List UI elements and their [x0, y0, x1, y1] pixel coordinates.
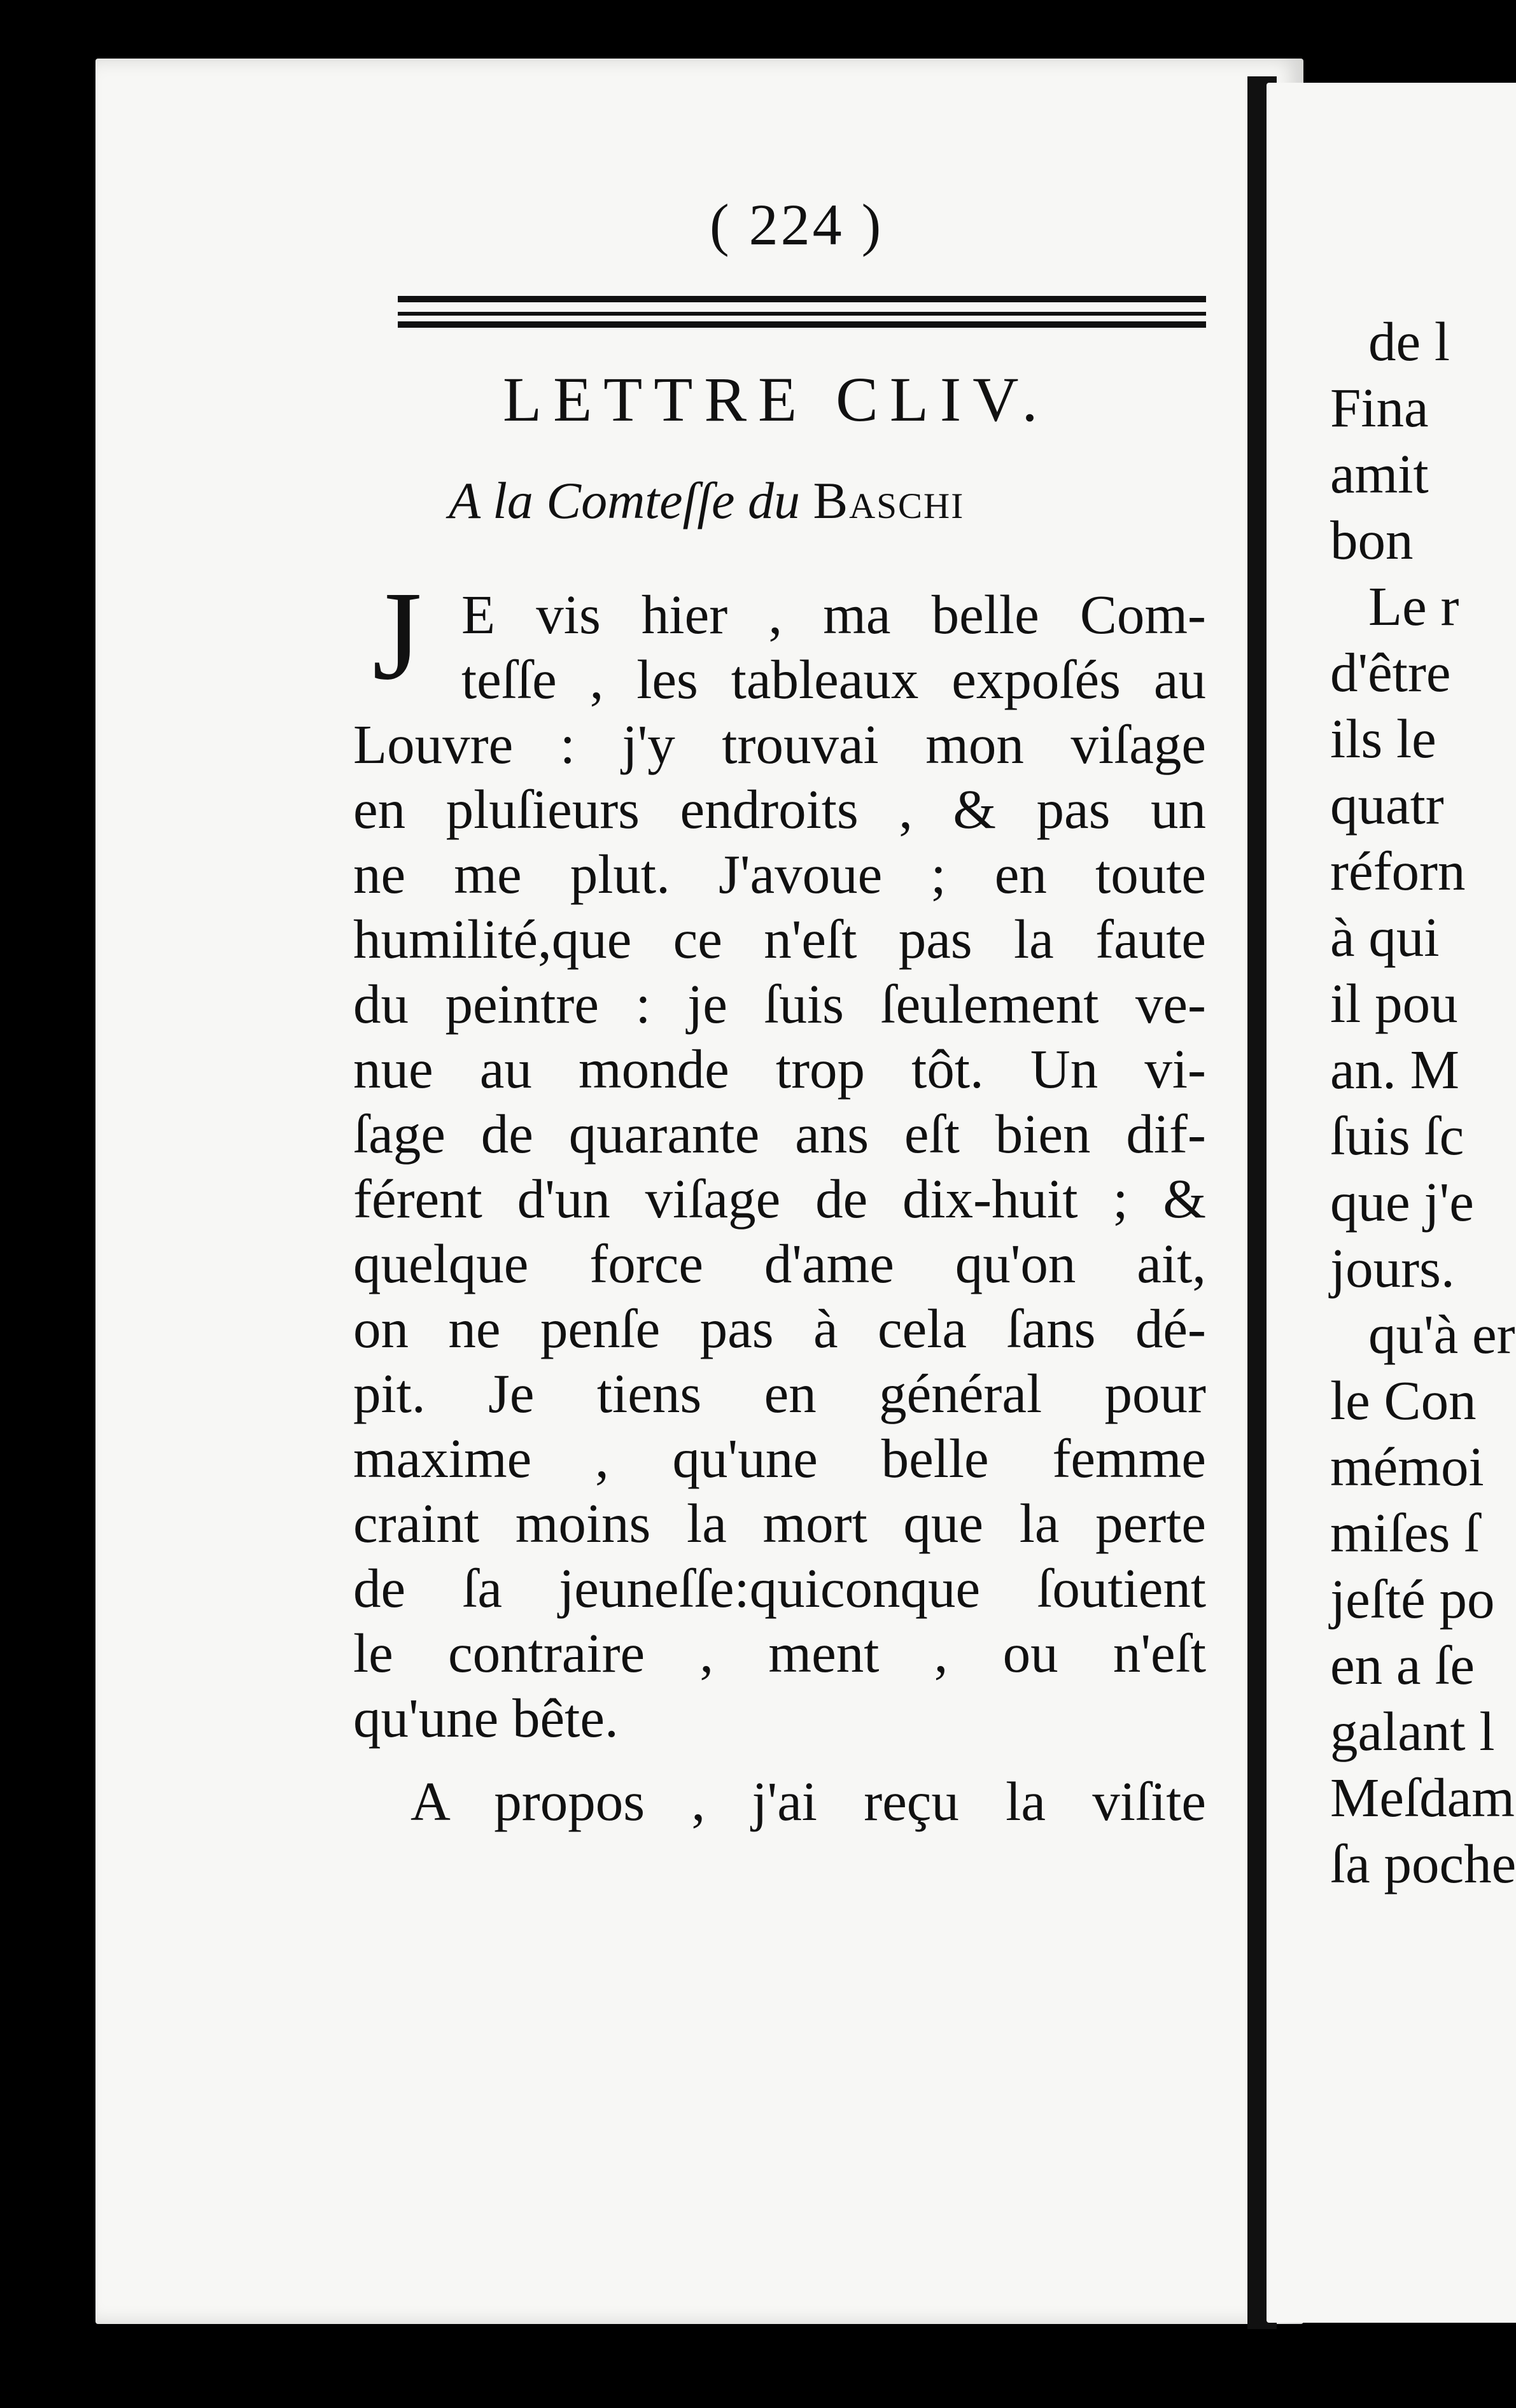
text-line: férent d'un viſage de dix-huit ; &	[353, 1168, 1206, 1229]
text-line: d'être	[1330, 641, 1451, 703]
text-line: Fina	[1330, 377, 1429, 438]
letter-heading: LETTRE CLIV.	[503, 364, 1049, 435]
text-line: ne me plut. J'avoue ; en toute	[353, 843, 1206, 905]
drop-cap: J	[372, 566, 422, 706]
text-line: Meſdam	[1330, 1767, 1515, 1828]
text-line: il pou	[1330, 972, 1458, 1034]
text-line: ſuis ſc	[1330, 1105, 1464, 1166]
letter-paragraph-2	[353, 1769, 1206, 1834]
text-line: A propos , j'ai reçu la viſite	[411, 1770, 1206, 1832]
text-line: jeſté po	[1330, 1568, 1495, 1630]
text-line: de ſa jeuneſſe:quiconque ſoutient	[353, 1557, 1206, 1619]
text-line: ſage de quarante ans eſt bien dif-	[353, 1103, 1206, 1165]
text-line: quatr	[1330, 774, 1444, 836]
text-line: on ne penſe pas à cela ſans dé-	[353, 1298, 1206, 1359]
text-line: an. M	[1330, 1039, 1459, 1100]
text-line: en a ſe	[1330, 1634, 1475, 1696]
text-line: qu'une bête.	[353, 1687, 619, 1749]
text-line: de l	[1368, 311, 1450, 372]
text-line: réforn	[1330, 840, 1466, 902]
text-line: ſa poche	[1330, 1833, 1516, 1894]
header-rule-bottom	[398, 321, 1206, 328]
text-line: pit. Je tiens en général pour	[353, 1362, 1206, 1424]
text-line: qu'à er	[1368, 1303, 1515, 1365]
text-line: le Con	[1330, 1369, 1477, 1431]
text-line: E vis hier , ma belle Com-	[461, 584, 1206, 645]
right-page-text	[1330, 309, 1516, 1897]
header-rule-top	[398, 296, 1206, 302]
text-line: jours.	[1330, 1237, 1455, 1299]
address-prefix: A la Comteſſe du	[449, 472, 800, 529]
text-line: que j'e	[1330, 1171, 1474, 1233]
text-line: du peintre : je ſuis ſeulement ve-	[353, 973, 1206, 1035]
text-line: teſſe , les tableaux expoſés au	[461, 648, 1206, 710]
text-line: bon	[1330, 509, 1414, 571]
text-line: galant l	[1330, 1700, 1495, 1762]
page-number: ( 224 )	[710, 192, 884, 257]
text-line: Le r	[1368, 575, 1459, 637]
text-line: humilité,que ce n'eſt pas la faute	[353, 908, 1206, 970]
text-line: nue au monde trop tôt. Un vi-	[353, 1038, 1206, 1100]
text-line: mémoi	[1330, 1436, 1484, 1497]
text-line: maxime , qu'une belle femme	[353, 1427, 1206, 1489]
text-line: craint moins la mort que la perte	[353, 1492, 1206, 1554]
address-name: Baschi	[813, 472, 965, 529]
text-line: le contraire , ment , ou n'eſt	[353, 1622, 1206, 1684]
letter-paragraph-1	[353, 582, 1206, 1751]
text-line: miſes ſ	[1330, 1502, 1480, 1564]
text-line: en pluſieurs endroits , & pas un	[353, 778, 1206, 840]
text-line: ils le	[1330, 708, 1436, 769]
letter-address	[449, 471, 964, 531]
text-line: quelque force d'ame qu'on ait,	[353, 1233, 1206, 1294]
header-rule-middle	[398, 312, 1206, 316]
text-line: Louvre : j'y trouvai mon viſage	[353, 713, 1206, 775]
text-line: à qui	[1330, 906, 1440, 968]
text-line: amit	[1330, 443, 1429, 505]
